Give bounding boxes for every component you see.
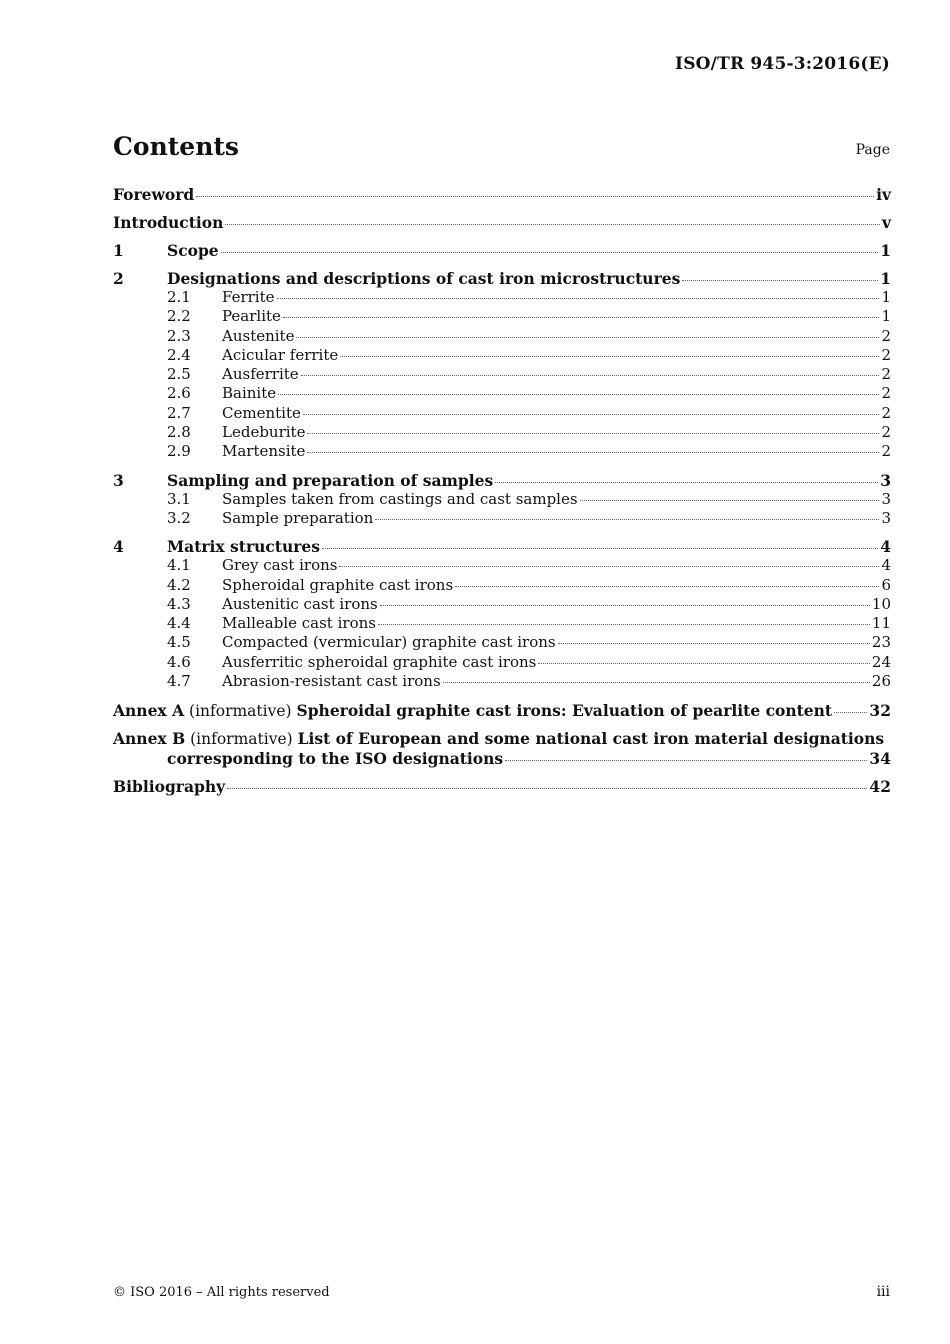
toc-page: 2 <box>881 403 891 422</box>
toc-number: 4.4 <box>167 614 191 633</box>
dot-leader <box>296 337 879 338</box>
toc-entry-foreword[interactable] <box>113 185 891 204</box>
toc-page: 10 <box>871 594 891 613</box>
dot-leader <box>339 566 879 567</box>
toc-number: 4.5 <box>167 633 191 652</box>
toc-entry-subsection[interactable] <box>113 595 891 614</box>
toc-number: 2.6 <box>167 384 191 403</box>
toc-entry-subsection[interactable] <box>113 404 891 423</box>
toc-page: 2 <box>881 326 891 345</box>
toc-entry-bibliography[interactable] <box>113 777 891 796</box>
toc-entry-subsection[interactable] <box>113 633 891 652</box>
toc-number: 3.1 <box>167 489 191 508</box>
toc-number: 2 <box>113 269 124 288</box>
toc-number: 2.9 <box>167 442 191 461</box>
toc-title: Introduction <box>113 213 224 232</box>
toc-number: 4.2 <box>167 575 191 594</box>
toc-entry-subsection[interactable] <box>113 672 891 691</box>
dot-leader <box>307 452 879 453</box>
copyright-notice: © ISO 2016 – All rights reserved <box>113 1285 330 1300</box>
toc-entry-section-2[interactable] <box>113 269 891 288</box>
toc-number: 4.1 <box>167 556 191 575</box>
toc-entry-subsection[interactable] <box>113 288 891 307</box>
toc-title: Austenite <box>222 326 295 345</box>
toc-page: iv <box>876 185 891 204</box>
toc-page: 34 <box>869 748 891 768</box>
page-column-label: Page <box>855 142 890 158</box>
dot-leader <box>505 760 867 761</box>
toc-title: Bainite <box>222 384 277 403</box>
toc-number: 1 <box>113 241 124 260</box>
dot-leader <box>375 519 879 520</box>
toc-title: Ledeburite <box>222 423 306 442</box>
toc-page: 4 <box>880 537 891 557</box>
toc-title: Compacted (vermicular) graphite cast irons <box>222 633 556 652</box>
toc-title: Foreword <box>113 185 195 204</box>
dot-leader <box>322 548 878 549</box>
toc-title: Abrasion-resistant cast irons <box>222 672 441 691</box>
toc-number: 4.7 <box>167 672 191 691</box>
dot-leader <box>834 712 867 713</box>
toc-entry-subsection[interactable] <box>113 346 891 365</box>
dot-leader <box>221 252 879 253</box>
dot-leader <box>303 414 880 415</box>
annex-note: (informative) <box>185 729 298 748</box>
dot-leader <box>225 224 880 225</box>
annex-note: (informative) <box>184 701 297 720</box>
toc-page: 2 <box>881 423 891 442</box>
dot-leader <box>455 586 879 587</box>
toc-title: Spheroidal graphite cast irons: Evaluation of pearlite content <box>296 700 833 720</box>
annex-label: Annex A <box>113 700 185 720</box>
toc-number: 3.2 <box>167 508 191 527</box>
toc-title: Designations and descriptions of cast iron microstructures <box>167 269 681 288</box>
toc-number: 4.6 <box>167 652 191 671</box>
toc-entry-subsection[interactable] <box>113 490 891 509</box>
toc-title: Bibliography <box>113 776 226 796</box>
toc-entry-annex-a[interactable] <box>113 701 891 720</box>
toc-title: Austenitic cast irons <box>222 594 378 613</box>
dot-leader <box>443 682 870 683</box>
table-of-contents <box>113 185 891 796</box>
toc-entry-introduction[interactable] <box>113 213 891 232</box>
toc-entry-annex-b[interactable] <box>113 729 891 768</box>
toc-page: 1 <box>880 269 891 288</box>
dot-leader <box>277 298 880 299</box>
toc-title: Grey cast irons <box>222 556 338 575</box>
annex-label: Annex B <box>113 728 186 748</box>
dot-leader <box>380 605 870 606</box>
toc-number: 2.1 <box>167 288 191 306</box>
toc-page: 11 <box>871 614 891 633</box>
toc-title: Scope <box>167 241 219 260</box>
toc-page: 3 <box>881 489 891 508</box>
dot-leader <box>558 643 870 644</box>
toc-number: 4.3 <box>167 594 191 613</box>
toc-title: Spheroidal graphite cast irons <box>222 575 454 594</box>
dot-leader <box>278 394 879 395</box>
toc-title-line-2: corresponding to the ISO designations <box>167 748 504 768</box>
toc-title: Cementite <box>222 403 301 422</box>
toc-page: 6 <box>881 575 891 594</box>
toc-title: Acicular ferrite <box>222 345 339 364</box>
toc-entry-subsection[interactable] <box>113 556 891 575</box>
toc-title: Samples taken from castings and cast samples <box>222 489 578 508</box>
toc-page: 24 <box>871 652 891 671</box>
toc-title: Ausferritic spheroidal graphite cast irons <box>222 652 537 671</box>
toc-page: 32 <box>869 700 891 720</box>
toc-number: 2.5 <box>167 365 191 384</box>
dot-leader <box>538 663 870 664</box>
toc-number: 2.7 <box>167 403 191 422</box>
dot-leader <box>196 196 874 197</box>
dot-leader <box>340 356 879 357</box>
dot-leader <box>682 280 878 281</box>
toc-number: 3 <box>113 470 124 490</box>
toc-number: 2.2 <box>167 307 191 326</box>
toc-entry-subsection[interactable] <box>113 614 891 633</box>
toc-page: 2 <box>881 442 891 461</box>
toc-page: 23 <box>871 633 891 652</box>
toc-page: 2 <box>881 365 891 384</box>
toc-page: 26 <box>871 672 891 691</box>
toc-entry-subsection[interactable] <box>113 327 891 346</box>
toc-page: 1 <box>880 241 891 260</box>
toc-page: 4 <box>881 556 891 575</box>
document-id: ISO/TR 945-3:2016(E) <box>675 54 890 74</box>
dot-leader <box>307 433 879 434</box>
dot-leader <box>283 317 880 318</box>
toc-title: Malleable cast irons <box>222 614 376 633</box>
toc-page: 2 <box>881 345 891 364</box>
toc-number: 4 <box>113 537 124 557</box>
toc-title: Ausferrite <box>222 365 299 384</box>
toc-title: Ferrite <box>222 288 275 306</box>
toc-title-line-1: List of European and some national cast iron material designations <box>297 728 885 748</box>
toc-title: Martensite <box>222 442 306 461</box>
toc-entry-subsection[interactable] <box>113 509 891 528</box>
toc-page: 1 <box>881 288 891 306</box>
toc-entry-subsection[interactable] <box>113 442 891 461</box>
toc-page: v <box>881 213 891 232</box>
contents-heading: Contents <box>113 132 240 161</box>
toc-title: Sample preparation <box>222 508 374 527</box>
toc-entry-section-4[interactable] <box>113 537 891 556</box>
toc-entry-subsection[interactable] <box>113 365 891 384</box>
toc-entry-subsection[interactable] <box>113 423 891 442</box>
toc-page: 42 <box>869 776 891 796</box>
toc-title: Pearlite <box>222 307 281 326</box>
toc-page: 2 <box>881 384 891 403</box>
toc-entry-subsection[interactable] <box>113 653 891 672</box>
toc-page: 3 <box>880 470 891 490</box>
toc-entry-subsection[interactable] <box>113 307 891 326</box>
toc-title: Matrix structures <box>167 537 320 557</box>
toc-entry-section-3[interactable] <box>113 471 891 490</box>
toc-page: 3 <box>881 508 891 527</box>
toc-number: 2.4 <box>167 345 191 364</box>
toc-page: 1 <box>881 307 891 326</box>
dot-leader <box>378 624 870 625</box>
toc-entry-subsection[interactable] <box>113 576 891 595</box>
toc-number: 2.8 <box>167 423 191 442</box>
dot-leader <box>301 375 880 376</box>
dot-leader <box>580 500 880 501</box>
dot-leader <box>495 482 878 483</box>
toc-title: Sampling and preparation of samples <box>167 470 494 490</box>
page-number: iii <box>876 1284 890 1300</box>
dot-leader <box>227 788 867 789</box>
toc-entry-section-1[interactable] <box>113 241 891 260</box>
toc-number: 2.3 <box>167 326 191 345</box>
toc-entry-subsection[interactable] <box>113 384 891 403</box>
